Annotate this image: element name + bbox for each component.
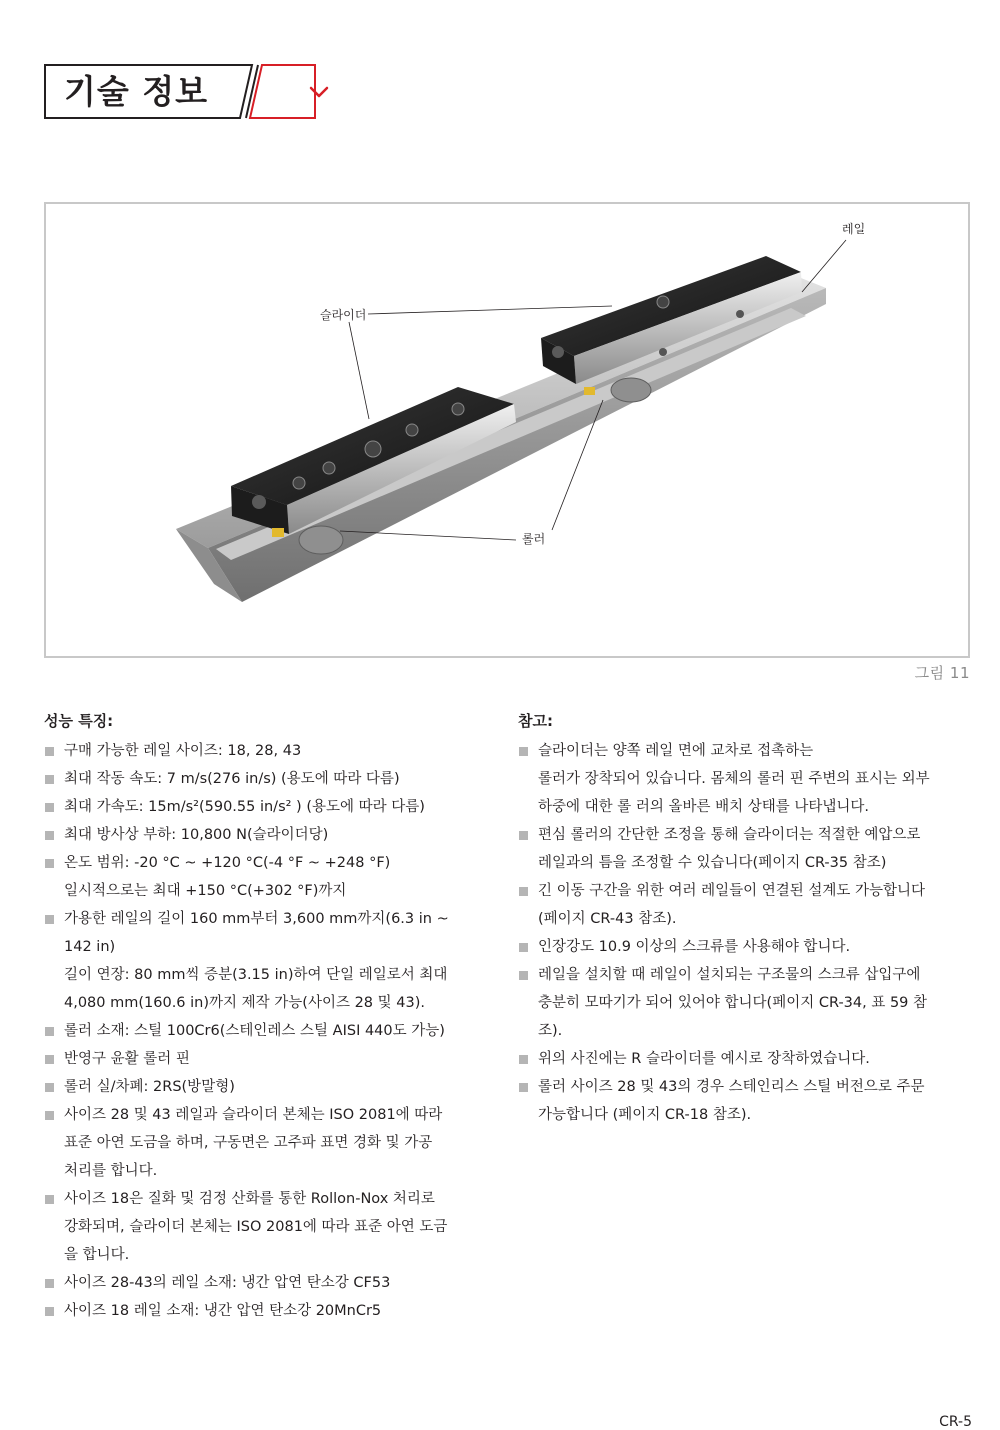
page-number: CR-5 (939, 1414, 972, 1430)
list-item-text: 레일과의 틈을 조정할 수 있습니다(페이지 CR-35 참조) (538, 855, 887, 871)
list-item-text: 142 in) (64, 939, 116, 955)
features-section (44, 710, 500, 1325)
list-item-text: 충분히 모따기가 되어 있어야 합니다(페이지 CR-34, 표 59 참 (538, 995, 928, 1011)
list-item-text: 가용한 레일의 길이 160 mm부터 3,600 mm까지(6.3 in ~ (64, 911, 449, 927)
list-item (44, 793, 500, 821)
bullet-icon (45, 775, 54, 784)
list-item-text: 롤러가 장착되어 있습니다. 몸체의 롤러 핀 주변의 표시는 외부 (538, 771, 930, 787)
rail-label: 레일 (842, 222, 866, 236)
bullet-icon (519, 831, 528, 840)
list-item (44, 905, 500, 1017)
bullet-icon (45, 1055, 54, 1064)
bullet-icon (519, 1083, 528, 1092)
list-item-text: 슬라이더는 양쪽 레일 면에 교차로 접촉하는 (538, 743, 814, 759)
bullet-icon (45, 1083, 54, 1092)
list-item (518, 961, 982, 1045)
bullet-icon (45, 1111, 54, 1120)
bullet-icon (45, 859, 54, 868)
list-item (518, 1073, 982, 1129)
list-item-text: 가능합니다 (페이지 CR-18 참조). (538, 1107, 752, 1123)
notes-section (518, 710, 982, 1129)
list-item (518, 737, 982, 821)
list-item-text: 하중에 대한 롤 러의 올바른 배치 상태를 나타냅니다. (538, 799, 870, 815)
list-item (518, 1045, 982, 1073)
bullet-icon (45, 747, 54, 756)
bullet-icon (45, 803, 54, 812)
list-item-text: 최대 작동 속도: 7 m/s(276 in/s) (용도에 따라 다름) (64, 771, 400, 787)
list-item-text: 사이즈 18 레일 소재: 냉간 압연 탄소강 20MnCr5 (64, 1303, 382, 1319)
list-item-text: 긴 이동 구간을 위한 여러 레일들이 연결된 설계도 가능합니다 (538, 883, 926, 899)
list-item-text: 사이즈 18은 질화 및 검정 산화를 통한 Rollon-Nox 처리로 (64, 1191, 435, 1207)
list-item (518, 821, 982, 877)
list-item (44, 821, 500, 849)
list-item-text: 처리를 합니다. (64, 1163, 158, 1179)
bullet-icon (519, 1055, 528, 1064)
list-item-text: 최대 방사상 부하: 10,800 N(슬라이더당) (64, 827, 329, 843)
bullet-icon (519, 887, 528, 896)
list-item-text: 롤러 실/차폐: 2RS(방말형) (64, 1079, 235, 1095)
page-title: 기술 정보 (64, 72, 209, 111)
list-item-text: 인장강도 10.9 이상의 스크류를 사용해야 합니다. (538, 939, 851, 955)
list-item-text: 길이 연장: 80 mm씩 증분(3.15 in)하여 단일 레일로서 최대 (64, 967, 448, 983)
list-item-text: 사이즈 28-43의 레일 소재: 냉간 압연 탄소강 CF53 (64, 1275, 391, 1291)
list-item-text: 조). (538, 1023, 563, 1039)
bullet-icon (45, 1307, 54, 1316)
bullet-icon (519, 971, 528, 980)
rail-shape (176, 276, 826, 602)
features-list (44, 737, 500, 1325)
list-item (44, 737, 500, 765)
bullet-icon (45, 831, 54, 840)
section-header (44, 64, 316, 119)
bullet-icon (45, 1195, 54, 1204)
list-item (518, 933, 982, 961)
chevron-down-icon[interactable] (306, 79, 332, 105)
features-heading: 성능 특징: (44, 712, 114, 730)
list-item-text: 최대 가속도: 15m/s²(590.55 in/s² ) (용도에 따라 다름) (64, 799, 425, 815)
list-item (44, 1101, 500, 1185)
bullet-icon (519, 747, 528, 756)
list-item-text: 표준 아연 도금을 하며, 구동면은 고주파 표면 경화 및 가공 (64, 1135, 433, 1151)
list-item (44, 849, 500, 905)
list-item (44, 765, 500, 793)
linear-guide-illustration (46, 204, 968, 656)
list-item-text: 레일을 설치할 때 레일이 설치되는 구조물의 스크류 삽입구에 (538, 967, 921, 983)
bullet-icon (45, 1279, 54, 1288)
list-item (518, 877, 982, 933)
slider-label: 슬라이더 (320, 308, 367, 322)
list-item-text: 롤러 소재: 스틸 100Cr6(스테인레스 스틸 AISI 440도 가능) (64, 1023, 445, 1039)
notes-heading: 참고: (518, 712, 553, 730)
list-item-text: 일시적으로는 최대 +150 °C(+302 °F)까지 (64, 883, 347, 899)
figure-caption: 그림 11 (914, 664, 970, 682)
list-item-text: (페이지 CR-43 참조). (538, 911, 677, 927)
notes-list (518, 737, 982, 1129)
list-item-text: 위의 사진에는 R 슬라이더를 예시로 장착하였습니다. (538, 1051, 870, 1067)
list-item (44, 1017, 500, 1045)
list-item-text: 사이즈 28 및 43 레일과 슬라이더 본체는 ISO 2081에 따라 (64, 1107, 443, 1123)
list-item (44, 1297, 500, 1325)
bullet-icon (519, 943, 528, 952)
list-item (44, 1269, 500, 1297)
list-item (44, 1185, 500, 1269)
list-item-text: 편심 롤러의 간단한 조정을 통해 슬라이더는 적절한 예압으로 (538, 827, 921, 843)
roller-label: 롤러 (522, 532, 546, 546)
product-figure (44, 202, 970, 658)
list-item-text: 구매 가능한 레일 사이즈: 18, 28, 43 (64, 743, 302, 759)
list-item-text: 4,080 mm(160.6 in)까지 제작 가능(사이즈 28 및 43). (64, 995, 425, 1011)
bullet-icon (45, 1027, 54, 1036)
list-item-text: 롤러 사이즈 28 및 43의 경우 스테인리스 스틸 버전으로 주문 (538, 1079, 925, 1095)
list-item-text: 강화되며, 슬라이더 본체는 ISO 2081에 따라 표준 아연 도금 (64, 1219, 448, 1235)
bullet-icon (45, 915, 54, 924)
list-item (44, 1045, 500, 1073)
list-item (44, 1073, 500, 1101)
list-item-text: 온도 범위: -20 °C ~ +120 °C(-4 °F ~ +248 °F) (64, 855, 391, 871)
list-item-text: 반영구 윤활 롤러 핀 (64, 1051, 190, 1067)
list-item-text: 을 합니다. (64, 1247, 130, 1263)
